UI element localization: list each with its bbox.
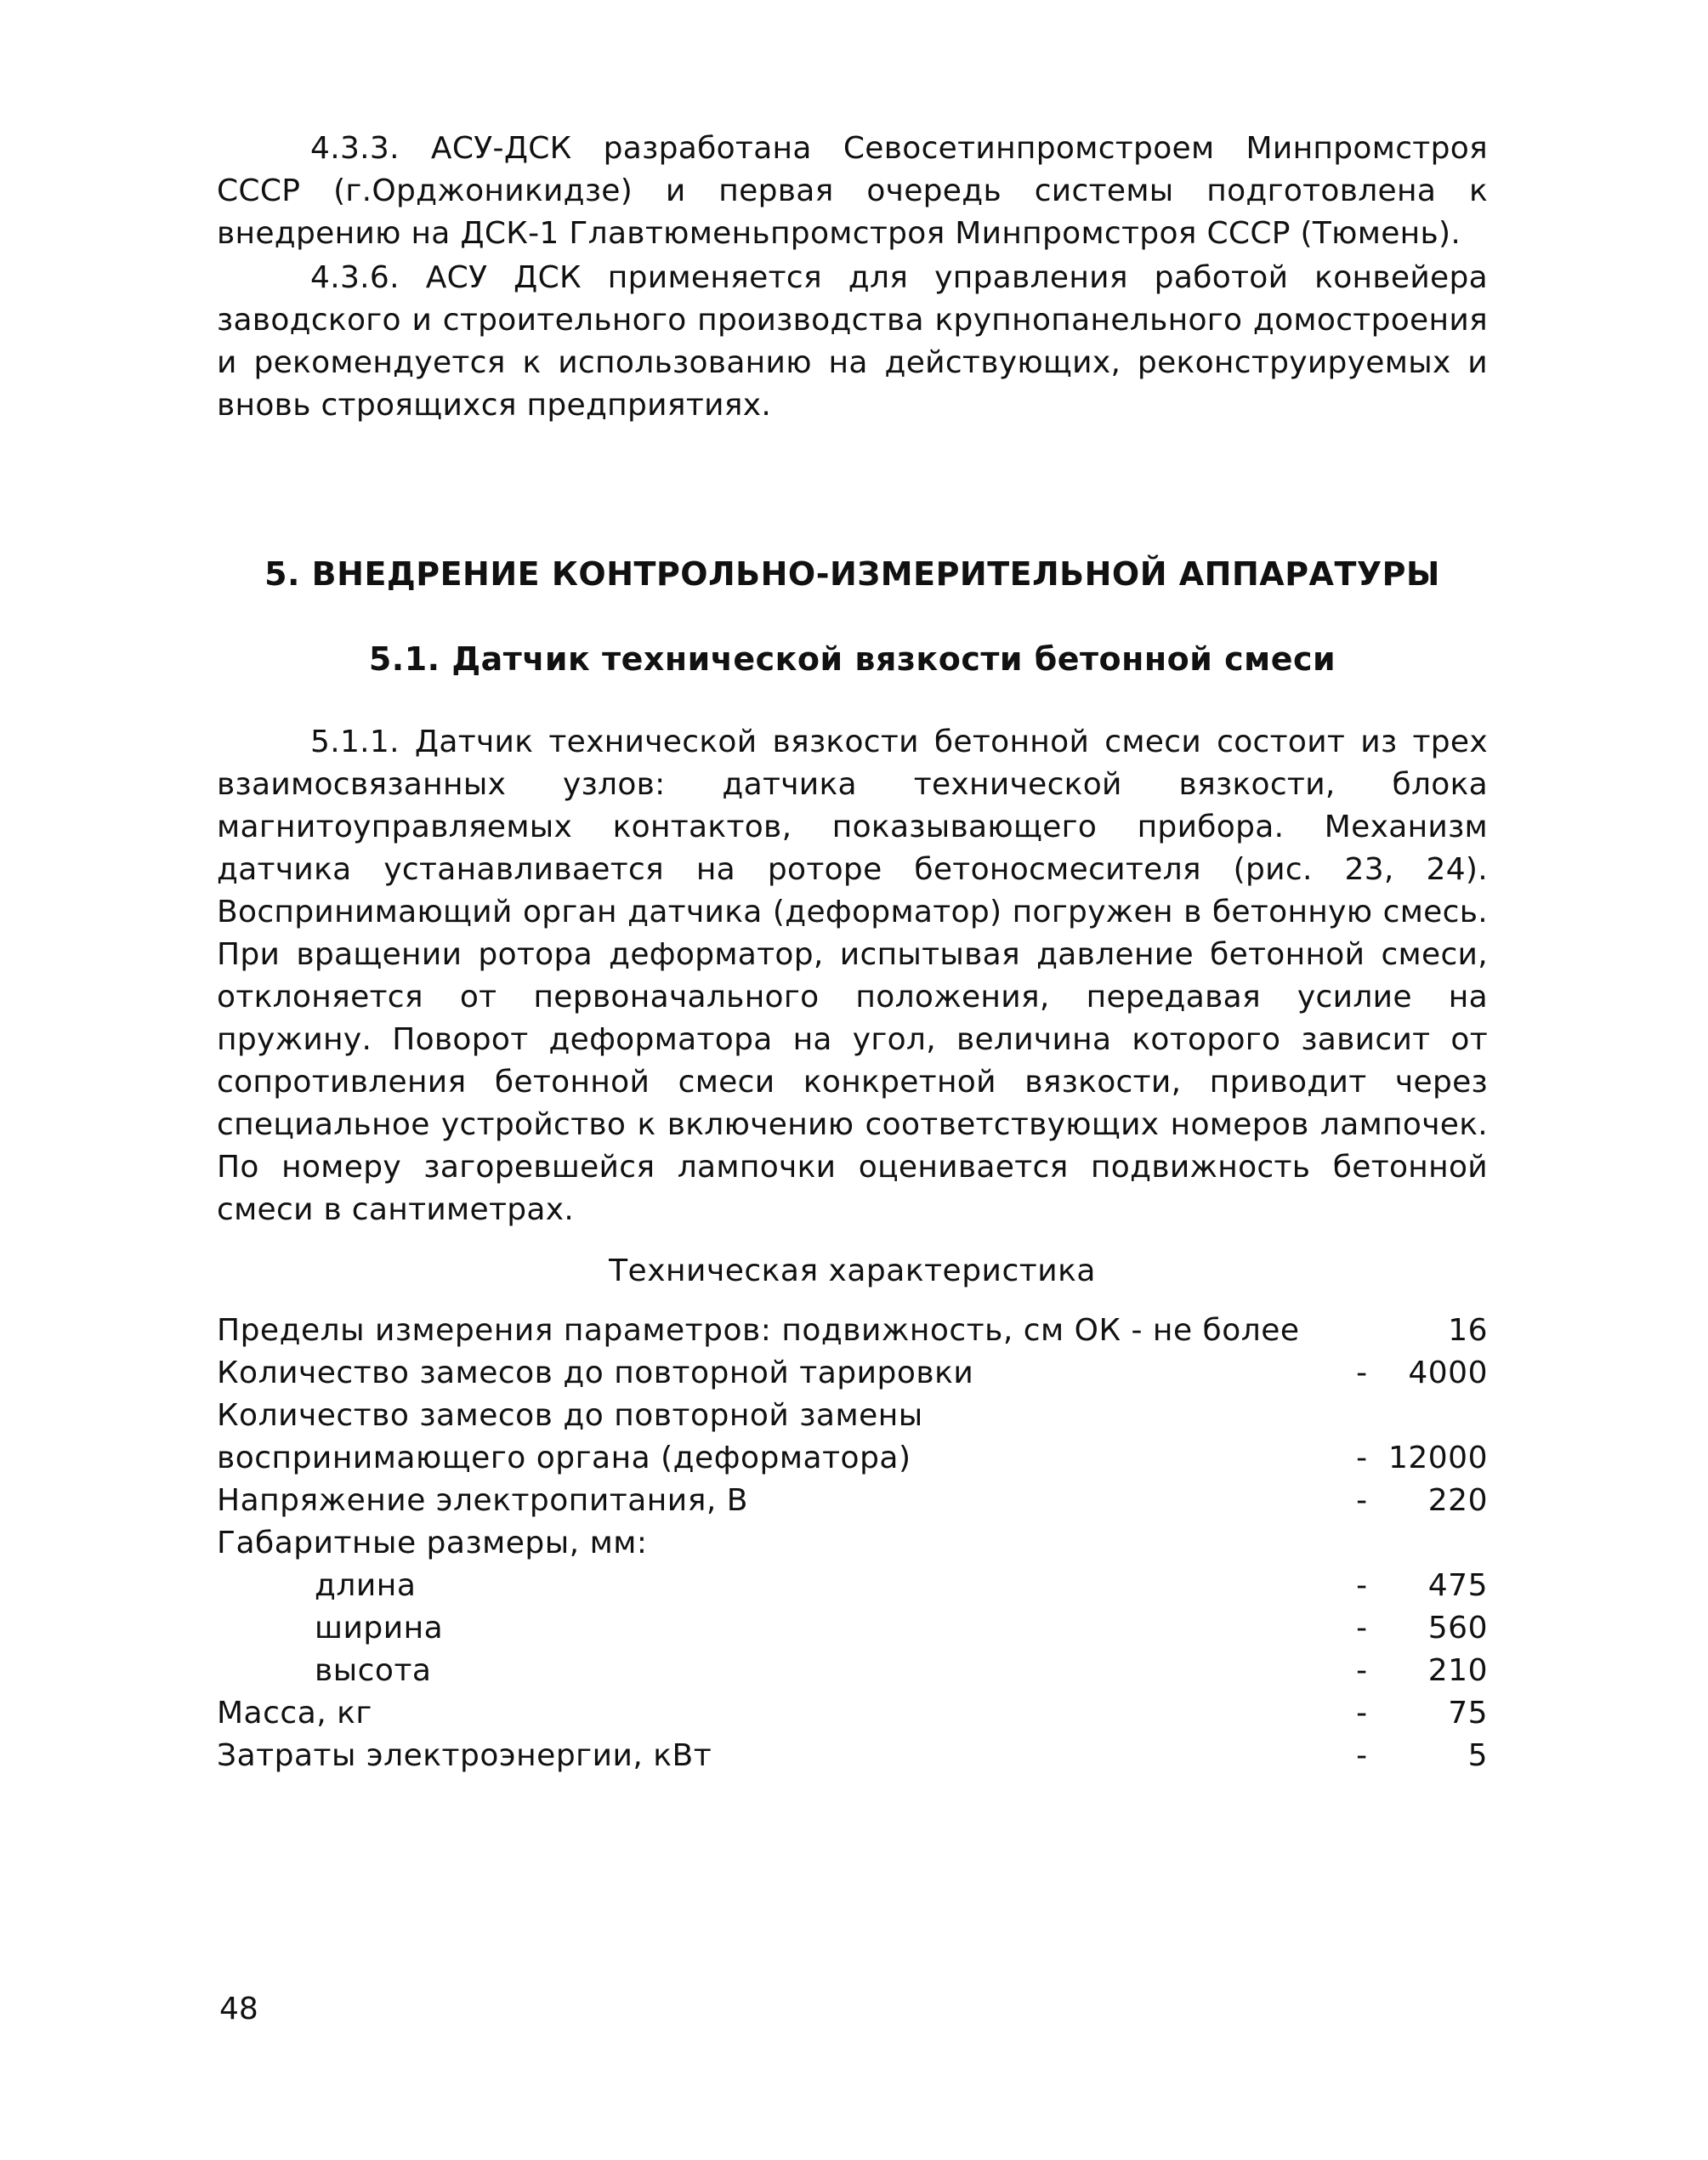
spec-value: 560 xyxy=(1427,1611,1488,1646)
spec-dash: - xyxy=(1356,1653,1368,1688)
spec-dash: - xyxy=(1356,1611,1368,1646)
spec-label: Масса, кг xyxy=(217,1696,372,1731)
paragraph-5-1-1: 5.1.1. Датчик технической вязкости бетонной смеси состоит из трех взаимосвязанных узлов: датчика технической вязкости, блока магнитоуправляемых контактов, показывающего прибора. Механизм датчика устанавливается на роторе бетоносмесителя (рис. 23, 24). Воспринимающий орган датчика (деформатор) погружен в бетонную смесь. При вращении ротора деформатор, испытывая давление бетонной смеси, отклоняется от первоначального положения, передавая усилие на пружину. Поворот деформатора на угол, величина которого зависит от сопротивления бетонной смеси конкретной вязкости, приводит через специальное устройство к включению соответствующих номеров лампочек. По номеру загоревшейся лампочки оценивается подвижность бетонной смеси в сантиметрах. xyxy=(217,725,1488,1227)
spec-dash: - xyxy=(1356,1568,1368,1603)
spec-title: Техническая характеристика xyxy=(609,1253,1096,1288)
spec-row xyxy=(217,1692,1488,1735)
spec-label: Габаритные размеры, мм: xyxy=(217,1526,648,1560)
spec-row xyxy=(217,1650,1488,1692)
document-page xyxy=(217,128,1488,1777)
spec-dash: - xyxy=(1356,1441,1368,1475)
spec-label: ширина xyxy=(315,1611,444,1646)
paragraph-4-3-3: 4.3.3. АСУ-ДСК разработана Севосетинпромстроем Минпромстроя СССР (г.Орджоникидзе) и первая очередь системы подготовлена к внедрению на ДСК-1 Главтюменьпромстроя Минпромстроя СССР (Тюмень). xyxy=(217,131,1488,251)
spec-label: Напряжение электропитания, В xyxy=(217,1483,748,1518)
spec-row xyxy=(217,1437,1488,1480)
spec-value: 4000 xyxy=(1408,1356,1488,1390)
subsection-heading: 5.1. Датчик технической вязкости бетонной смеси xyxy=(368,640,1336,678)
spec-label: Пределы измерения параметров: подвижность, см ОК - не более xyxy=(217,1313,1300,1348)
section-heading: 5. ВНЕДРЕНИЕ КОНТРОЛЬНО-ИЗМЕРИТЕЛЬНОЙ АППАРАТУРЫ xyxy=(264,555,1440,593)
spec-label: Количество замесов до повторной тарировки xyxy=(217,1356,974,1390)
spec-dash: - xyxy=(1356,1483,1368,1518)
spec-value: 12000 xyxy=(1387,1441,1488,1475)
spec-table xyxy=(217,1310,1488,1777)
spec-row xyxy=(217,1607,1488,1650)
spec-row xyxy=(217,1352,1488,1395)
page-number: 48 xyxy=(219,1992,258,2026)
spec-value: 210 xyxy=(1427,1653,1488,1688)
spec-label: Затраты электроэнергии, кВт xyxy=(217,1738,712,1773)
spec-row xyxy=(217,1480,1488,1522)
spec-label: высота xyxy=(315,1653,432,1688)
spec-value: 220 xyxy=(1427,1483,1488,1518)
spec-dash: - xyxy=(1356,1356,1368,1390)
spec-row xyxy=(217,1522,1488,1565)
spec-row xyxy=(217,1565,1488,1607)
spec-label: длина xyxy=(315,1568,417,1603)
spec-dash: - xyxy=(1356,1696,1368,1731)
spec-label: воспринимающего органа (деформатора) xyxy=(217,1441,911,1475)
spec-value: 5 xyxy=(1467,1738,1488,1773)
paragraph-4-3-6: 4.3.6. АСУ ДСК применяется для управления работой конвейера заводского и строительного производства крупнопанельного домостроения и рекомендуется к использованию на действующих, реконструируемых и вновь строящихся предприятиях. xyxy=(217,260,1488,423)
spec-value: 75 xyxy=(1448,1696,1488,1731)
spec-dash: - xyxy=(1356,1738,1368,1773)
spec-value: 475 xyxy=(1427,1568,1488,1603)
spec-row xyxy=(217,1395,1488,1437)
spec-label: Количество замесов до повторной замены xyxy=(217,1398,923,1433)
spec-row xyxy=(217,1310,1488,1352)
spec-row xyxy=(217,1735,1488,1777)
spec-value: 16 xyxy=(1448,1313,1488,1348)
